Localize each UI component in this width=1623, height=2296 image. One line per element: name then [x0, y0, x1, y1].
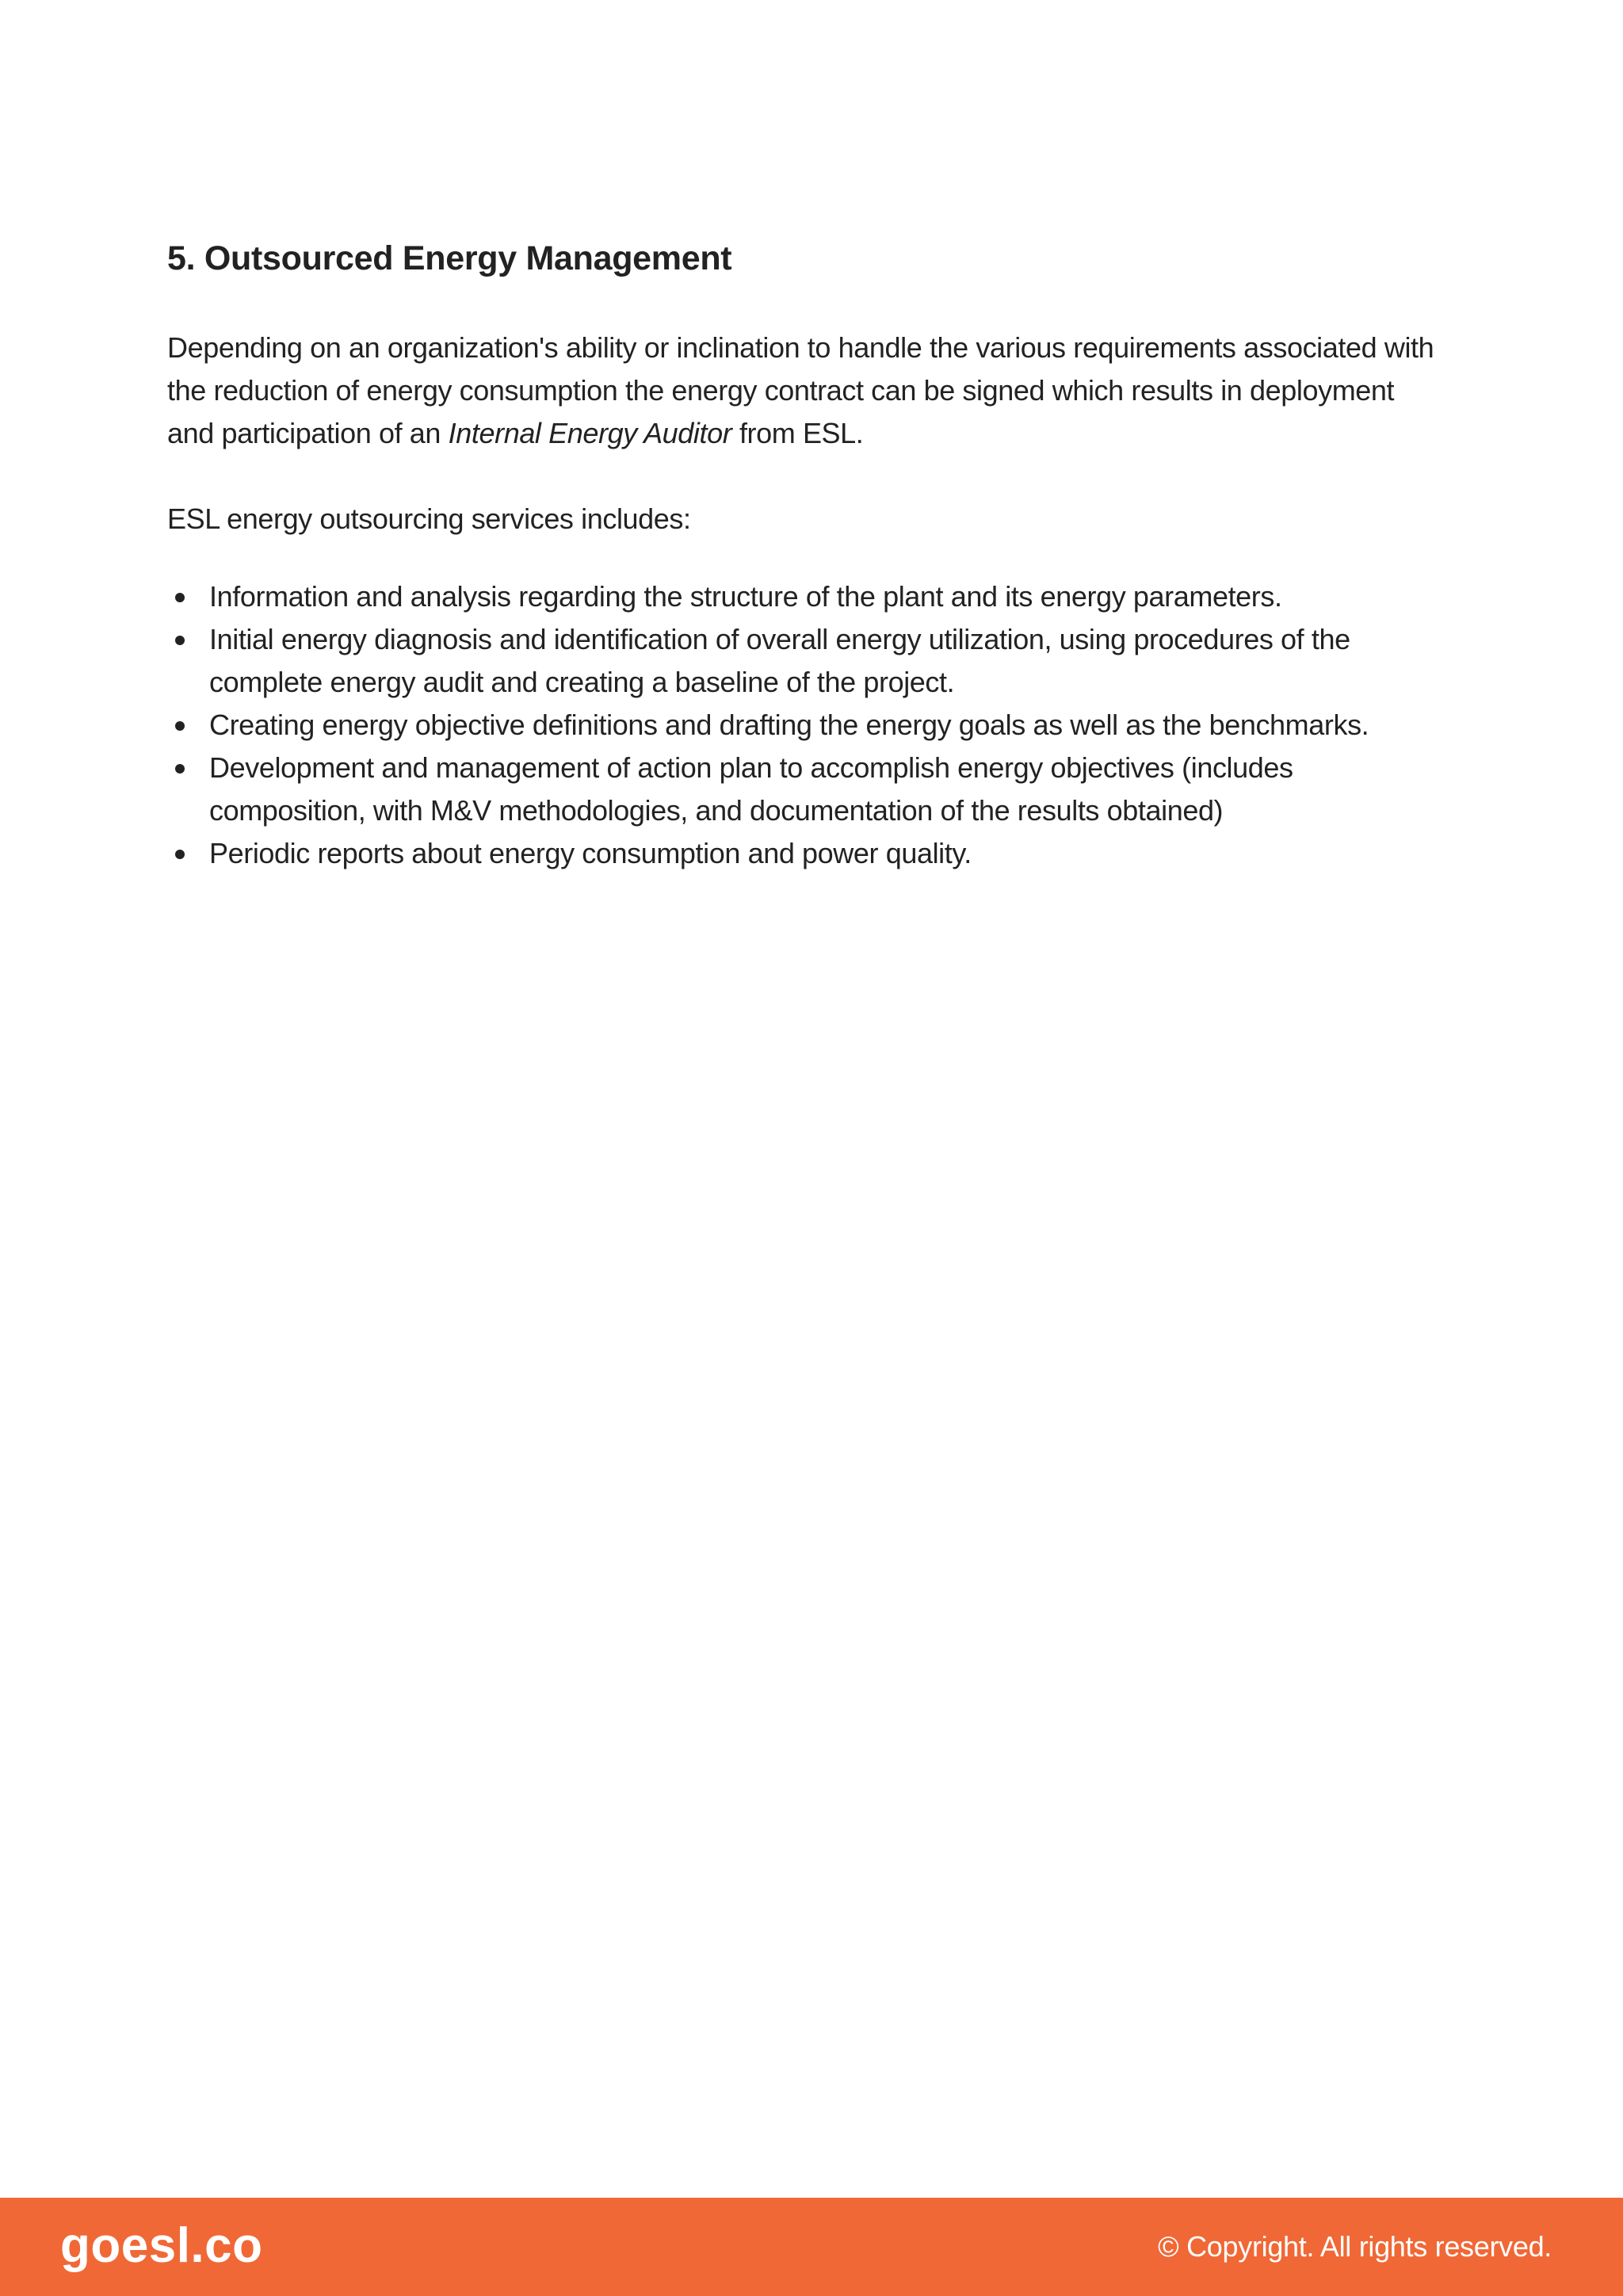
intro-text-start: Depending on an organization's ability or inclination to handle the various requirements associated with the reduction of energy consumption the energy contract can be signed which results in deployment and participation of an — [167, 331, 1434, 449]
copyright-notice: © Copyright. All rights reserved. — [1158, 2230, 1552, 2263]
list-item — [167, 747, 1443, 832]
section-title: 5. Outsourced Energy Management — [167, 239, 732, 277]
list-item-text: Development and management of action plan to accomplish energy objectives (includes composition, with M&V methodologies, and documentation of the results obtained) — [209, 751, 1293, 827]
bullet-icon — [175, 636, 185, 645]
list-item — [167, 575, 1443, 618]
list-item-text: Initial energy diagnosis and identification of overall energy utilization, using procedures of the complete energy audit and creating a baseline of the project. — [209, 623, 1350, 698]
services-list — [167, 575, 1443, 875]
bullet-icon — [175, 850, 185, 859]
bullet-icon — [175, 593, 185, 602]
intro-paragraph — [167, 327, 1443, 455]
services-heading: ESL energy outsourcing services includes: — [167, 502, 691, 535]
intro-text-end: from ESL. — [731, 417, 864, 449]
bullet-icon — [175, 721, 185, 731]
list-item — [167, 832, 1443, 875]
list-item — [167, 704, 1443, 747]
intro-emphasis: Internal Energy Auditor — [448, 417, 732, 449]
list-item — [167, 618, 1443, 704]
list-item-text: Periodic reports about energy consumption and power quality. — [209, 837, 972, 869]
footer-bar — [0, 2198, 1623, 2296]
brand-logo[interactable]: goesl.co — [60, 2218, 263, 2273]
document-content — [167, 235, 1443, 875]
list-item-text: Information and analysis regarding the structure of the plant and its energy parameters. — [209, 580, 1282, 613]
list-item-text: Creating energy objective definitions and drafting the energy goals as well as the benchmarks. — [209, 709, 1369, 741]
bullet-icon — [175, 764, 185, 774]
